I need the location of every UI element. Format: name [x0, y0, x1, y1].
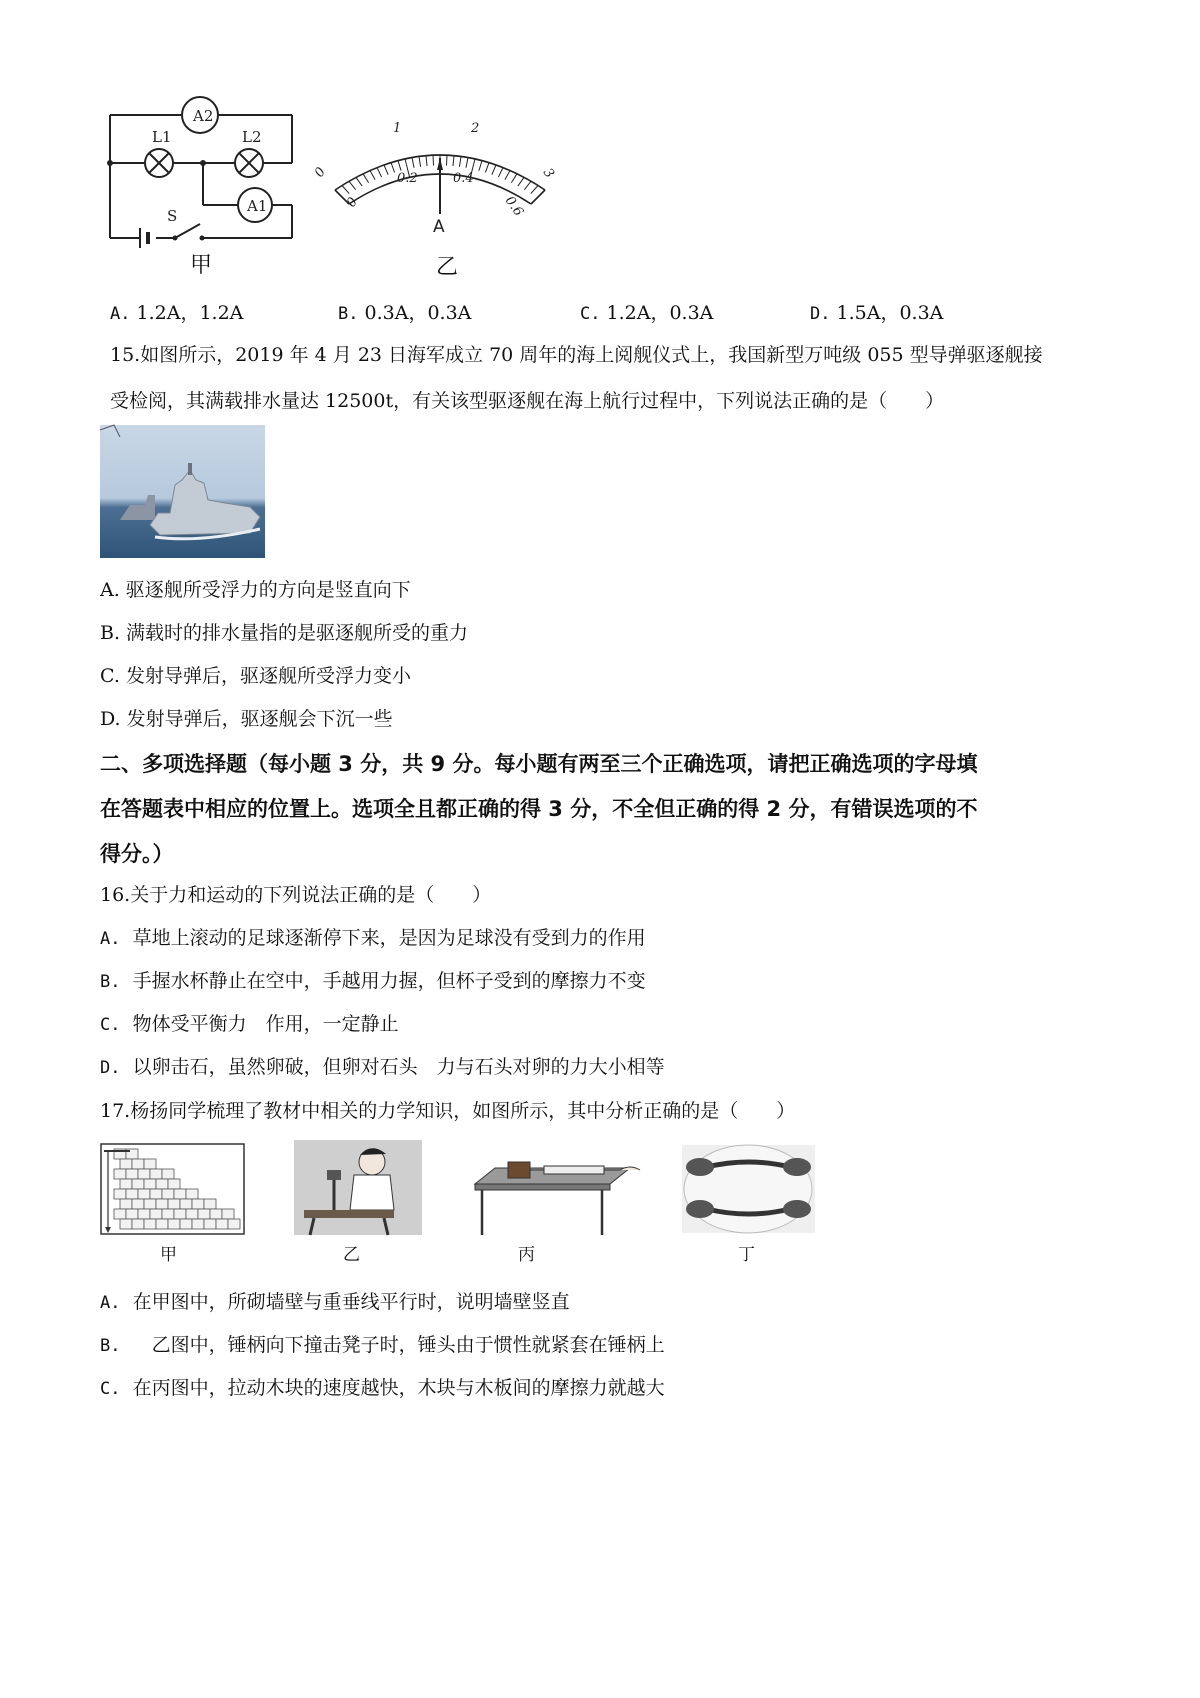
q16-option-c — [100, 1009, 399, 1036]
brick — [144, 1199, 156, 1209]
scale-bottom-02: 0.2 — [397, 171, 418, 186]
dial-tick — [453, 156, 454, 166]
brick — [132, 1159, 144, 1169]
ammeter-a2-label: A2 — [193, 107, 214, 125]
brick — [186, 1209, 198, 1219]
brick — [132, 1199, 144, 1209]
dial-tick — [492, 165, 496, 175]
brick — [132, 1179, 144, 1189]
brick — [114, 1189, 126, 1199]
brick — [126, 1209, 138, 1219]
dial-tick — [485, 163, 489, 173]
brick — [150, 1189, 162, 1199]
brick — [120, 1219, 132, 1229]
brick — [162, 1189, 174, 1199]
brick — [198, 1209, 210, 1219]
brick — [114, 1169, 126, 1179]
option-text: 乙图中，锤柄向下撞击凳子时，锤头由于惯性就紧套在锤柄上 — [132, 1334, 665, 1356]
brick — [204, 1199, 216, 1209]
scale-bottom-06: 0.6 — [501, 193, 526, 220]
section2-heading-line2: 在答题表中相应的位置上。选项全且都正确的得 3 分，不全但正确的得 2 分，有错误选项的不 — [100, 797, 978, 821]
option-letter: A. — [100, 929, 121, 949]
option-text: 1.2A，1.2A — [136, 302, 244, 324]
q16-option-b — [100, 966, 646, 993]
friction-table-figure — [470, 1150, 645, 1235]
dial-tick — [524, 181, 531, 189]
brick — [144, 1179, 156, 1189]
q15-option-c: C. 发射导弹后，驱逐舰所受浮力变小 — [100, 665, 411, 687]
hands-bar-figure — [682, 1145, 815, 1233]
dial-tick — [419, 156, 421, 166]
brick — [162, 1169, 174, 1179]
dial-tick — [531, 185, 538, 193]
scale-bottom-0: 0 — [343, 194, 362, 211]
option-letter: D. — [100, 1058, 121, 1078]
option-text: 以卵击石，虽然卵破，但卵对石头 力与石头对卵的力大小相等 — [132, 1056, 665, 1078]
ammeter-dial — [311, 110, 565, 240]
q15-stem-line1: 15.如图所示，2019 年 4 月 23 日海军成立 70 周年的海上阅舰仪式上，我国新型万吨级 055 型导弹驱逐舰接 — [110, 344, 1043, 366]
brick — [174, 1189, 186, 1199]
brick — [144, 1159, 156, 1169]
dial-tick — [479, 161, 482, 171]
meter-caption: 乙 — [436, 255, 459, 280]
dial-tick — [363, 174, 369, 183]
ammeter-a1-label: A1 — [247, 197, 268, 215]
option-letter: A. — [110, 304, 131, 324]
option-text: 0.3A，0.3A — [364, 302, 472, 324]
dial-tick — [398, 161, 401, 171]
dial-tick — [446, 155, 447, 165]
dial-tick — [412, 157, 414, 167]
circuit-caption: 甲 — [190, 253, 213, 278]
scale-top-3: 3 — [539, 165, 557, 182]
q16-stem: 16.关于力和运动的下列说法正确的是（ ） — [100, 884, 492, 906]
q15-option-d: D. 发射导弹后，驱逐舰会下沉一些 — [100, 708, 393, 730]
scale-top-1: 1 — [393, 121, 402, 136]
dial-tick — [426, 156, 427, 166]
brick — [156, 1199, 168, 1209]
scale-top-0: 0 — [311, 164, 330, 181]
section2-heading-line3: 得分。） — [100, 842, 174, 866]
brick — [180, 1199, 192, 1209]
q17-option-a — [100, 1287, 570, 1314]
q16-option-d — [100, 1052, 665, 1079]
scale-top-2: 2 — [471, 121, 480, 136]
brick — [192, 1199, 204, 1209]
dial-tick — [349, 181, 356, 189]
brick — [150, 1169, 162, 1179]
brick — [114, 1209, 126, 1219]
brick — [138, 1169, 150, 1179]
scale-bottom-04: 0.4 — [453, 171, 474, 186]
brick — [120, 1179, 132, 1189]
option-text: 在丙图中，拉动木块的速度越快，木块与木板间的摩擦力就越大 — [132, 1377, 665, 1399]
brick — [228, 1219, 240, 1229]
option-letter: D. — [810, 304, 831, 324]
q14-option-c — [580, 298, 713, 325]
brick — [204, 1219, 216, 1229]
q17-caption-ding: 丁 — [738, 1245, 755, 1265]
option-letter: B. — [100, 1336, 121, 1356]
option-text: 1.2A，0.3A — [606, 302, 714, 324]
option-text: 1.5A，0.3A — [836, 302, 944, 324]
bulb-l1-label: L1 — [152, 128, 172, 146]
brick — [216, 1219, 228, 1229]
option-text: 物体受平衡力 作用，一定静止 — [132, 1013, 399, 1035]
brick — [120, 1199, 132, 1209]
brick — [138, 1209, 150, 1219]
dial-tick — [377, 168, 382, 177]
dial-tick — [531, 190, 545, 204]
brick — [156, 1219, 168, 1229]
dial-tick — [511, 174, 517, 183]
brick — [126, 1189, 138, 1199]
brick — [174, 1209, 186, 1219]
option-text: 草地上滚动的足球逐渐停下来，是因为足球没有受到力的作用 — [132, 927, 646, 949]
q14-option-b — [338, 298, 471, 325]
brick — [144, 1219, 156, 1229]
brick-wall-figure — [100, 1143, 245, 1235]
brick — [126, 1169, 138, 1179]
brick — [120, 1159, 132, 1169]
q17-caption-yi: 乙 — [343, 1245, 360, 1265]
option-text: 在甲图中，所砌墙壁与重垂线平行时，说明墙壁竖直 — [132, 1291, 570, 1313]
brick — [168, 1199, 180, 1209]
q15-stem-line2: 受检阅，其满载排水量达 12500t，有关该型驱逐舰在海上航行过程中，下列说法正确的是（ ） — [110, 390, 945, 412]
option-letter: B. — [100, 972, 121, 992]
q15-option-b: B. 满载时的排水量指的是驱逐舰所受的重力 — [100, 622, 469, 644]
hammer-stool-figure — [294, 1140, 422, 1235]
option-letter: B. — [338, 304, 359, 324]
option-letter: C. — [100, 1379, 121, 1399]
brick — [168, 1179, 180, 1189]
dial-tick — [518, 177, 524, 186]
brick — [186, 1189, 198, 1199]
option-text: 手握水杯静止在空中，手越用力握，但杯子受到的摩擦力不变 — [132, 970, 646, 992]
q15-option-a: A. 驱逐舰所受浮力的方向是竖直向下 — [100, 579, 411, 601]
option-letter: A. — [100, 1293, 121, 1313]
brick — [150, 1209, 162, 1219]
dial-tick — [391, 163, 395, 173]
q17-caption-bing: 丙 — [518, 1245, 535, 1265]
dial-tick — [433, 155, 434, 165]
dial-tick — [459, 156, 461, 166]
brick — [168, 1219, 180, 1229]
destroyer-photo — [100, 425, 265, 558]
option-letter: C. — [100, 1015, 121, 1035]
dial-tick — [356, 177, 362, 186]
q14-option-d — [810, 298, 943, 325]
q17-option-c — [100, 1373, 665, 1400]
q17-option-b — [100, 1330, 665, 1357]
switch-s-label: S — [167, 207, 178, 225]
option-letter: C. — [580, 304, 601, 324]
dial-tick — [498, 168, 503, 177]
circuit-diagram — [100, 95, 310, 255]
ammeter-symbol: A — [433, 217, 445, 237]
q14-option-a — [110, 298, 243, 325]
section2-heading-line1: 二、多项选择题（每小题 3 分，共 9 分。每小题有两至三个正确选项，请把正确选项的字母填 — [100, 752, 978, 776]
brick — [162, 1209, 174, 1219]
dial-tick — [370, 171, 375, 180]
brick — [180, 1219, 192, 1229]
brick — [156, 1179, 168, 1189]
q17-caption-jia: 甲 — [160, 1245, 177, 1265]
dial-tick — [466, 157, 468, 167]
brick — [132, 1219, 144, 1229]
brick — [192, 1219, 204, 1229]
dial-tick — [384, 165, 388, 175]
q17-stem: 17.杨扬同学梳理了教材中相关的力学知识，如图所示，其中分析正确的是（ ） — [100, 1100, 796, 1122]
dial-tick — [342, 185, 349, 193]
brick — [138, 1189, 150, 1199]
brick — [210, 1209, 222, 1219]
bulb-l2-label: L2 — [242, 128, 262, 146]
brick — [222, 1209, 234, 1219]
q16-option-a — [100, 923, 646, 950]
dial-tick — [505, 171, 510, 180]
